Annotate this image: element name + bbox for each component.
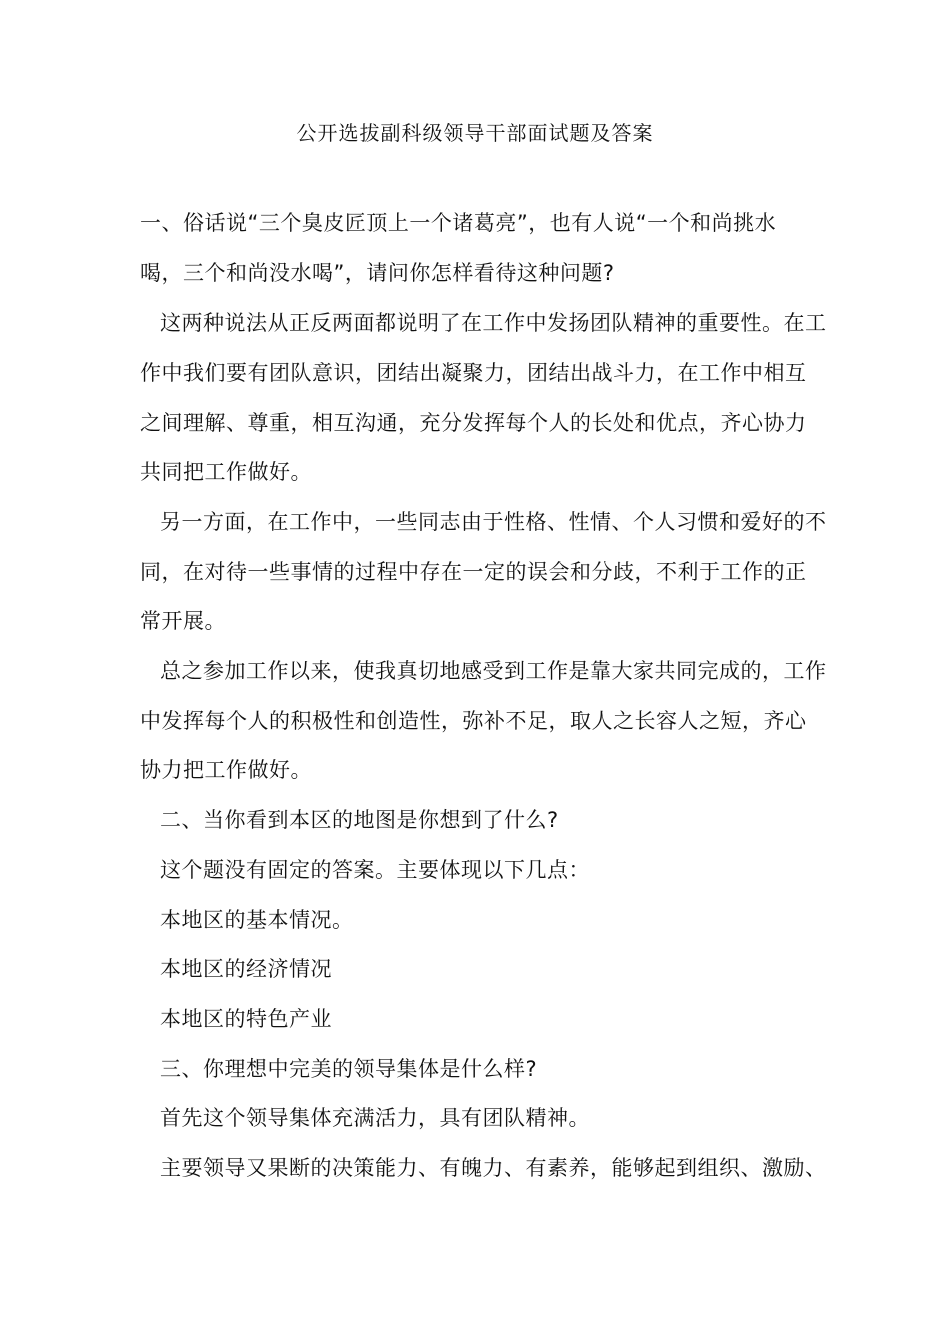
answer-1-para-3-line-2: 中发挥每个人的积极性和创造性，弥补不足，取人之长容人之短，齐心 xyxy=(140,709,807,733)
question-1-line-2: 喝，三个和尚没水喝”，请问你怎样看待这种问题? xyxy=(140,261,615,285)
document-title: 公开选拔副科级领导干部面试题及答案 xyxy=(296,121,654,145)
answer-1-para-1-line-3: 之间理解、尊重，相互沟通，充分发挥每个人的长处和优点，齐心协力 xyxy=(140,411,807,435)
answer-1-para-3-line-3: 协力把工作做好。 xyxy=(140,758,312,782)
answer-2-point-1: 本地区的基本情况。 xyxy=(160,908,354,932)
answer-1-para-1-line-2: 作中我们要有团队意识，团结出凝聚力，团结出战斗力，在工作中相互 xyxy=(140,361,807,385)
answer-3-line-1: 首先这个领导集体充满活力，具有团队精神。 xyxy=(160,1106,590,1130)
answer-1-para-2-line-2: 同，在对待一些事情的过程中存在一定的误会和分歧，不利于工作的正 xyxy=(140,560,807,584)
question-1-line-1: 一、俗话说“三个臭皮匠顶上一个诸葛亮”，也有人说“一个和尚挑水 xyxy=(140,211,777,235)
answer-1-para-2-line-3: 常开展。 xyxy=(140,609,226,633)
answer-3-line-2: 主要领导又果断的决策能力、有魄力、有素养，能够起到组织、激励、 xyxy=(160,1156,827,1180)
answer-2-point-2: 本地区的经济情况 xyxy=(160,957,332,981)
answer-2-point-3: 本地区的特色产业 xyxy=(160,1007,332,1031)
answer-1-para-1-line-1: 这两种说法从正反两面都说明了在工作中发扬团队精神的重要性。在工 xyxy=(160,311,827,335)
answer-1-para-3-line-1: 总之参加工作以来，使我真切地感受到工作是靠大家共同完成的，工作 xyxy=(160,659,827,683)
answer-1-para-1-line-4: 共同把工作做好。 xyxy=(140,460,312,484)
answer-2-intro: 这个题没有固定的答案。主要体现以下几点： xyxy=(160,858,590,882)
answer-1-para-2-line-1: 另一方面，在工作中，一些同志由于性格、性情、个人习惯和爱好的不 xyxy=(160,510,827,534)
question-3: 三、你理想中完美的领导集体是什么样? xyxy=(160,1057,538,1081)
question-2: 二、当你看到本区的地图是你想到了什么? xyxy=(160,808,559,832)
